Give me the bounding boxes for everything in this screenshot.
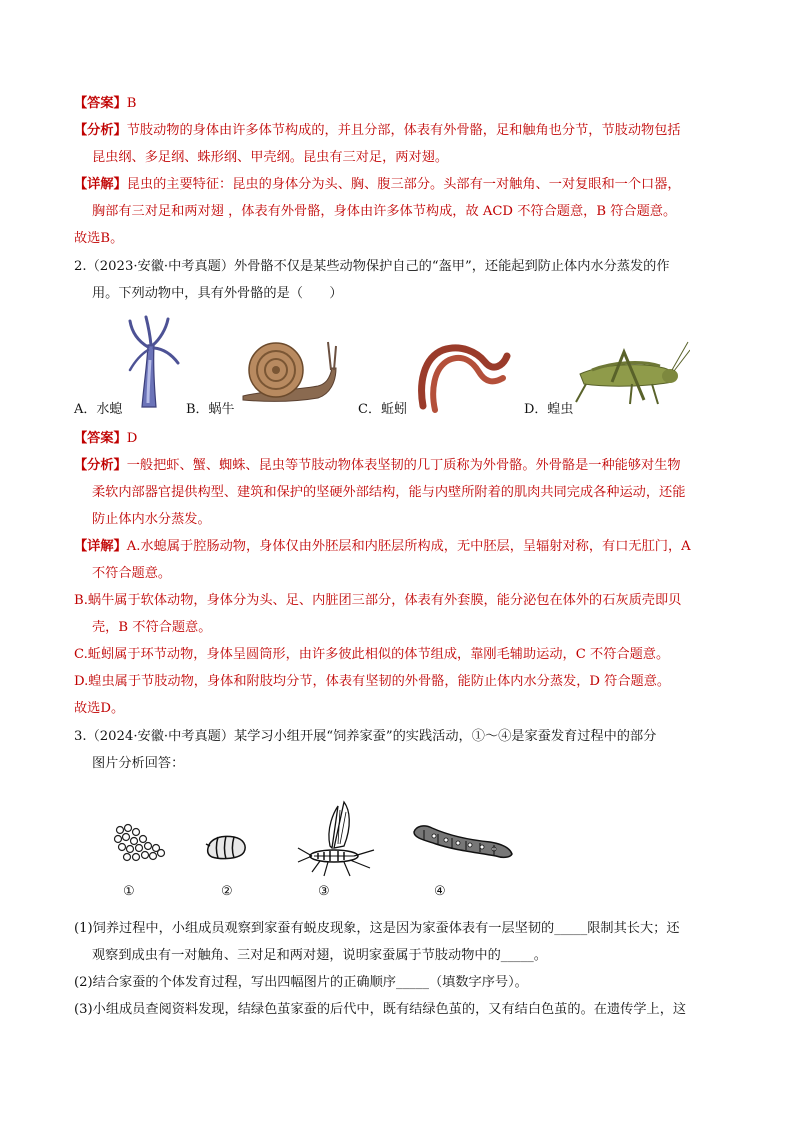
q1-detail-line-1 [74, 176, 681, 194]
q2-detail-line-3: B.蜗牛属于软体动物，身体分为头、足、内脏团三部分，体表有外套膜，能分泌包在体外的石灰质壳即贝 [74, 593, 682, 608]
detail-tag: 【详解】 [74, 177, 127, 192]
analysis-text: 节肢动物的身体由许多体节构成的，并且分部，体表有外骨骼，足和触角也分节，节肢动物包括 [126, 123, 681, 138]
silkworm-eggs-image [110, 822, 166, 866]
q2-analysis-line-2: 柔软内部器官提供构型、建筑和保护的坚硬外部结构，能与内壁所附着的肌肉共同完成各种运动，还能 [92, 485, 686, 500]
q1-analysis-line-1 [74, 122, 681, 140]
q2-detail-line-1 [74, 538, 691, 556]
q3-sub-line-2: 观察到成虫有一对触角、三对足和两对翅，说明家蚕属于节肢动物中的_____。 [92, 948, 547, 963]
figure-label-3: ③ [318, 884, 330, 899]
figure-label-4: ④ [434, 884, 446, 899]
detail-text: A.水螅属于腔肠动物，身体仅由外胚层和内胚层所构成，无中胚层，呈辐射对称，有口无肛门，A [126, 539, 691, 554]
answer-value: B [126, 96, 137, 111]
q3-stem-line-2: 图片分析回答： [92, 756, 185, 771]
option-c: C．蚯蚓 [358, 402, 407, 417]
q2-detail-line-6: D.蝗虫属于节肢动物，身体和附肢均分节，体表有坚韧的外骨骼，能防止体内水分蒸发，D 符合题意。 [74, 674, 671, 689]
option-b: B．蜗牛 [186, 402, 235, 417]
earthworm-image [415, 344, 511, 416]
silkworm-moth-image [294, 798, 378, 880]
snail-image [238, 338, 338, 404]
q3-sub-line-1: (1)饲养过程中，小组成员观察到家蚕有蜕皮现象，这是因为家蚕体表有一层坚韧的_____限制其长大；还 [74, 921, 680, 936]
q2-answer [74, 430, 137, 448]
q1-conclusion: 故选B。 [74, 231, 124, 246]
answer-tag: 【答案】 [74, 431, 127, 446]
analysis-text: 一般把虾、蟹、蜘蛛、昆虫等节肢动物体表坚韧的几丁质称为外骨骼。外骨骼是一种能够对生物 [126, 458, 681, 473]
figure-label-2: ② [221, 884, 233, 899]
q3-sub-line-3: (2)结合家蚕的个体发育过程，写出四幅图片的正确顺序_____（填数字序号）。 [74, 975, 528, 990]
q2-detail-line-2: 不符合题意。 [92, 566, 172, 581]
q1-answer [74, 95, 136, 113]
q2-analysis-line-3: 防止体内水分蒸发。 [92, 512, 211, 527]
q3-stem-line-1: 3.（2024·安徽·中考真题）某学习小组开展“饲养家蚕”的实践活动，①～④是家蚕发育过程中的部分 [74, 729, 657, 744]
silkworm-larva-image [410, 822, 516, 862]
answer-tag: 【答案】 [74, 96, 127, 111]
q2-conclusion: 故选D。 [74, 701, 125, 716]
detail-text: 昆虫的主要特征：昆虫的身体分为头、胸、腹三部分。头部有一对触角、一对复眼和一个口器， [126, 177, 681, 192]
answer-value: D [126, 431, 138, 446]
q2-detail-line-4: 壳，B 不符合题意。 [92, 620, 212, 635]
option-a: A．水螅 [74, 402, 123, 417]
q1-detail-line-2: 胸部有三对足和两对翅 ，体表有外骨骼，身体由许多体节构成，故 ACD 不符合题意，B 符合题意。 [92, 204, 677, 219]
silkworm-pupa-image [204, 832, 248, 862]
q3-sub-line-4: (3)小组成员查阅资料发现，结绿色茧家蚕的后代中，既有结绿色茧的，又有结白色茧的。在遗传学上，这 [74, 1002, 687, 1017]
q2-detail-line-5: C.蚯蚓属于环节动物，身体呈圆筒形，由许多彼此相似的体节组成，靠刚毛辅助运动，C 不符合题意。 [74, 647, 670, 662]
option-d: D．蝗虫 [524, 402, 574, 417]
analysis-tag: 【分析】 [74, 123, 127, 138]
q1-analysis-line-2: 昆虫纲、多足纲、蛛形纲、甲壳纲。昆虫有三对足，两对翅。 [92, 150, 449, 165]
q2-stem-line-2: 用。下列动物中，具有外骨骼的是（ ） [92, 286, 343, 301]
q2-analysis-line-1 [74, 457, 681, 475]
hydra-image [120, 315, 182, 410]
q2-stem-line-1: 2.（2023·安徽·中考真题）外骨骼不仅是某些动物保护自己的“盔甲”，还能起到防止体内水分蒸发的作 [74, 259, 670, 274]
detail-tag: 【详解】 [74, 539, 127, 554]
figure-label-1: ① [123, 884, 135, 899]
analysis-tag: 【分析】 [74, 458, 127, 473]
grasshopper-image [572, 340, 690, 412]
